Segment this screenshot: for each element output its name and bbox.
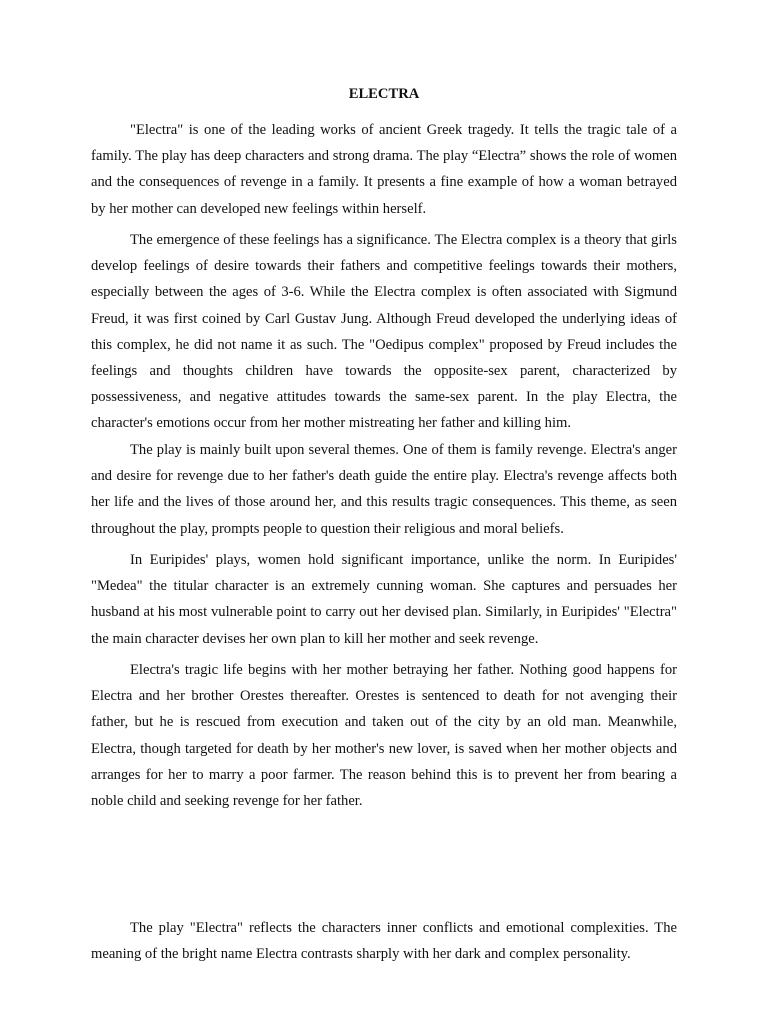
paragraph-tragic-life: Electra's tragic life begins with her mother betraying her father. Nothing good happens for Electra and her brother Orestes thereafter. Orestes is sentenced to death for not avenging their father, but he is rescued from execution and taken out of the city by an old man. Meanwhile, Electra, though targeted for death by her mother's new lover, is saved when her mother objects and arranges for her to marry a poor farmer. The reason behind this is to prevent her from bearing a noble child and seeking revenge for her father.	[91, 662, 677, 810]
paragraph-intro: "Electra" is one of the leading works of ancient Greek tragedy. It tells the tragic tale of a family. The play has deep characters and strong drama. The play “Electra” shows the role of women and the consequences of revenge in a family. It presents a fine example of how a woman betrayed by her mother can developed new feelings within herself.	[91, 122, 677, 217]
paragraph-electra-complex: The emergence of these feelings has a significance. The Electra complex is a theory that girls develop feelings of desire towards their fathers and competitive feelings towards their mothers, especially between the ages of 3-6. While the Electra complex is often associated with Sigmund Freud, it was first coined by Carl Gustav Jung. Although Freud developed the underlying ideas of this complex, he did not name it as such. The "Oedipus complex" proposed by Freud includes the feelings and thoughts children have towards the opposite-sex parent, characterized by possessiveness, and negative attitudes towards the same-sex parent. In the play Electra, the character's emotions occur from her mother mistreating her father and killing him.	[91, 232, 677, 432]
paragraph-themes: The play is mainly built upon several themes. One of them is family revenge. Electra's anger and desire for revenge due to her father's death guide the entire play. Electra's revenge affects both her life and the lives of those around her, and this results tragic consequences. This theme, as seen throughout the play, prompts people to question their religious and moral beliefs.	[91, 442, 677, 537]
document-title: ELECTRA	[348, 86, 420, 102]
paragraph-inner-conflicts: The play "Electra" reflects the characters inner conflicts and emotional complexities. The meaning of the bright name Electra contrasts sharply with her dark and complex personality.	[91, 920, 677, 963]
paragraph-euripides-women: In Euripides' plays, women hold significant importance, unlike the norm. In Euripides' "Medea" the titular character is an extremely cunning woman. She captures and persuades her husband at his most vulnerable point to carry out her devised plan. Similarly, in Euripides' "Electra" the main character devises her own plan to kill her mother and seek revenge.	[91, 552, 677, 647]
